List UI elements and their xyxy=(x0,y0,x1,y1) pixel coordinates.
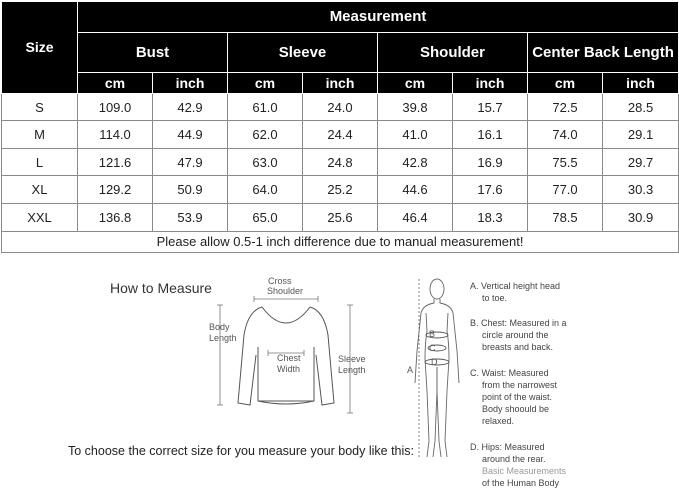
cross-shoulder-label: Cross xyxy=(268,276,292,286)
measurement-cell: 24.0 xyxy=(303,93,378,121)
unit-header: inch xyxy=(303,73,378,93)
measurement-cell: 24.8 xyxy=(303,148,378,176)
unit-header: inch xyxy=(603,73,679,93)
measurement-cell: 42.8 xyxy=(378,148,453,176)
measurement-header: Measurement xyxy=(78,2,679,33)
unit-header: inch xyxy=(453,73,528,93)
measurement-cell: 44.6 xyxy=(378,176,453,204)
measurement-cell: 136.8 xyxy=(78,204,153,232)
unit-header: cm xyxy=(378,73,453,93)
table-row xyxy=(2,93,679,121)
center-back-length-header: Center Back Length xyxy=(528,32,679,73)
table-row xyxy=(2,176,679,204)
sleeve-length-label: Sleeve xyxy=(338,354,366,364)
measurement-cell: 15.7 xyxy=(453,93,528,121)
cross-shoulder-arrow xyxy=(254,296,318,302)
measurement-cell: 50.9 xyxy=(153,176,228,204)
table-row xyxy=(2,148,679,176)
desc-c: C. Waist: Measured from the narrowest point of the waist. Body shoould be relaxed. xyxy=(470,368,558,426)
measurement-cell: 28.5 xyxy=(603,93,679,121)
mark-c: C xyxy=(429,343,436,353)
body-figure-diagram xyxy=(405,271,465,481)
table-row xyxy=(2,204,679,232)
measurement-cell: 25.6 xyxy=(303,204,378,232)
size-label-cell: M xyxy=(2,121,78,149)
mark-d: D xyxy=(431,357,438,367)
measurement-cell: 74.0 xyxy=(528,121,603,149)
measurement-cell: 72.5 xyxy=(528,93,603,121)
size-label-cell: XXL xyxy=(2,204,78,232)
sleeve-header: Sleeve xyxy=(228,32,378,73)
size-label-cell: XL xyxy=(2,176,78,204)
measurement-cell: 109.0 xyxy=(78,93,153,121)
measurement-cell: 42.9 xyxy=(153,93,228,121)
bust-header: Bust xyxy=(78,32,228,73)
size-chart-table xyxy=(1,1,679,253)
sleeve-length-label: Length xyxy=(338,365,366,375)
body-length-arrow xyxy=(217,305,223,405)
measurement-cell: 30.3 xyxy=(603,176,679,204)
unit-header: inch xyxy=(153,73,228,93)
measurement-note: Please allow 0.5-1 inch difference due to manual measurement! xyxy=(2,231,679,252)
mark-a: A xyxy=(407,365,414,375)
desc-b: B. Chest: Measured in a circle around the breasts and back. xyxy=(470,318,567,352)
measurement-cell: 16.1 xyxy=(453,121,528,149)
desc-d: D. Hips: Measured around the rear. Basic Measurements of the Human Body xyxy=(470,442,567,488)
measurement-cell: 53.9 xyxy=(153,204,228,232)
unit-header: cm xyxy=(228,73,303,93)
measurement-cell: 24.4 xyxy=(303,121,378,149)
chest-width-label: Chest xyxy=(277,353,301,363)
cross-shoulder-label: Shoulder xyxy=(267,286,304,296)
mark-b: B xyxy=(429,329,436,339)
measurement-cell: 64.0 xyxy=(228,176,303,204)
measure-guide xyxy=(0,253,679,493)
unit-header: cm xyxy=(528,73,603,93)
figure-caption: of the Human Body xyxy=(482,478,560,488)
measurement-cell: 16.9 xyxy=(453,148,528,176)
measurement-cell: 30.9 xyxy=(603,204,679,232)
measurement-cell: 61.0 xyxy=(228,93,303,121)
measurement-cell: 129.2 xyxy=(78,176,153,204)
measurement-cell: 41.0 xyxy=(378,121,453,149)
measurement-cell: 46.4 xyxy=(378,204,453,232)
measurement-cell: 62.0 xyxy=(228,121,303,149)
measurement-cell: 114.0 xyxy=(78,121,153,149)
measurement-cell: 75.5 xyxy=(528,148,603,176)
table-row xyxy=(2,121,679,149)
measure-instruction: To choose the correct size for you measure your body like this: xyxy=(68,444,414,458)
measurement-cell: 63.0 xyxy=(228,148,303,176)
figure-caption: Basic Measurements xyxy=(482,466,567,476)
body-length-label: Length xyxy=(209,333,237,343)
size-column-header: Size xyxy=(2,2,78,94)
measurement-cell: 47.9 xyxy=(153,148,228,176)
measurement-cell: 17.6 xyxy=(453,176,528,204)
measurement-cell: 121.6 xyxy=(78,148,153,176)
body-length-label: Body xyxy=(209,322,230,332)
measurement-cell: 29.1 xyxy=(603,121,679,149)
size-label-cell: S xyxy=(2,93,78,121)
measurement-cell: 18.3 xyxy=(453,204,528,232)
unit-header: cm xyxy=(78,73,153,93)
body-outline xyxy=(415,279,459,457)
size-label-cell: L xyxy=(2,148,78,176)
desc-a: A. Vertical height head to toe. xyxy=(470,281,561,303)
size-rows xyxy=(2,93,679,231)
sweater-diagram xyxy=(200,275,380,425)
shoulder-header: Shoulder xyxy=(378,32,528,73)
measurement-cell: 65.0 xyxy=(228,204,303,232)
how-to-measure-title: How to Measure xyxy=(110,280,212,296)
chest-width-label: Width xyxy=(277,364,301,374)
measurement-cell: 44.9 xyxy=(153,121,228,149)
measurement-cell: 39.8 xyxy=(378,93,453,121)
measurement-cell: 25.2 xyxy=(303,176,378,204)
measurement-cell: 78.5 xyxy=(528,204,603,232)
measurement-cell: 77.0 xyxy=(528,176,603,204)
measurement-cell: 29.7 xyxy=(603,148,679,176)
